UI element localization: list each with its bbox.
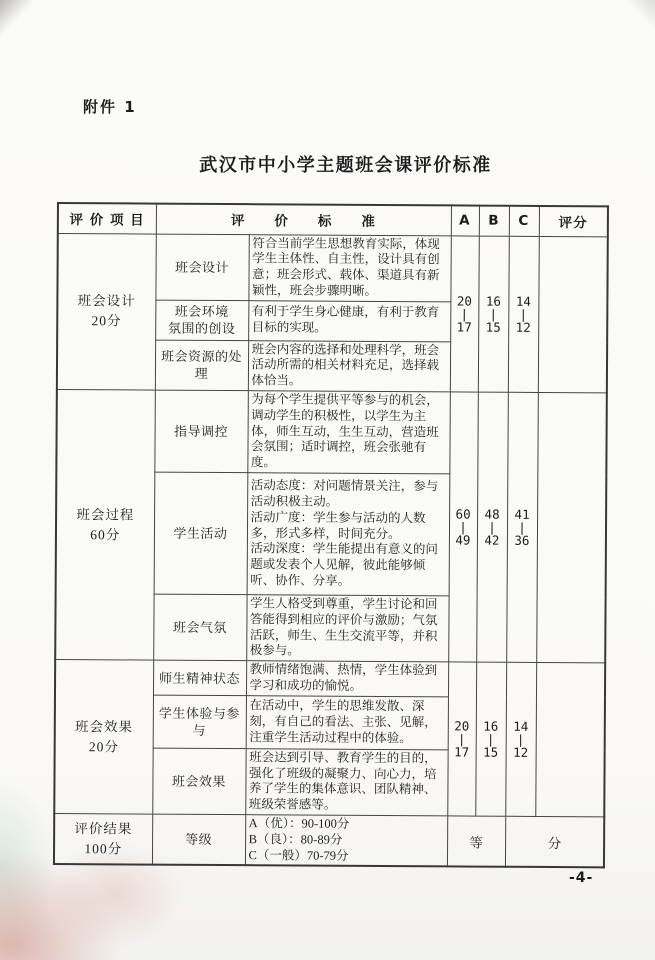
score-range-a: 20 | 17 <box>450 235 479 392</box>
criteria-cell: 符合当前学生思想教育实际，体现学生主体性、自主性，设计具有创意；班会形式、载体、渠道具有新颖性，班会步骤明晰。 <box>248 234 450 301</box>
score-blank-cell: 分 <box>505 816 604 867</box>
score-cell-empty <box>538 236 608 393</box>
header-criteria: 评 价 标 准 <box>156 204 451 236</box>
section-label-result: 评价结果 100分 <box>54 814 152 865</box>
item-cell: 班会设计 <box>155 234 248 301</box>
score-range-b: 48 | 42 <box>476 392 508 662</box>
section-label-design: 班会设计 20分 <box>57 233 156 390</box>
item-cell: 师生精神状态 <box>153 660 246 695</box>
score-range-c: 14 | 12 <box>508 236 539 393</box>
criteria-cell: 活动态度：对问题情景关注，参与活动积极主动。 活动广度：学生参与活动的人数多，形式多样，时间充分。 活动深度：学生能提出有意义的问题或发表个人见解，彼此能够倾听、协作、分享。 <box>247 473 450 596</box>
item-cell: 班会气氛 <box>153 594 246 661</box>
table-row <box>56 390 606 475</box>
score-range-c: 41 | 36 <box>506 392 538 662</box>
item-cell: 学生体验与参与 <box>153 695 246 749</box>
header-project: 评 价 项 目 <box>58 203 156 234</box>
item-cell: 指导调控 <box>154 390 247 473</box>
grade-blank-cell: 等 <box>447 816 505 867</box>
item-cell: 班会资源的处理 <box>155 340 248 391</box>
attachment-label: 附件 1 <box>83 98 137 116</box>
table-row <box>57 233 607 303</box>
score-range-c: 14 | 12 <box>505 663 536 817</box>
criteria-cell: 为每个学生提供平等参与的机会，调动学生的积极性，以学生为主体，师生互动，生生互动，营造班会氛围；适时调控，班会张驰有度。 <box>247 391 449 474</box>
page-number: -4- <box>569 870 594 886</box>
section-label-effect: 班会效果 20分 <box>54 660 153 814</box>
criteria-cell: 班会内容的选择和处理科学，班会活动所需的相关材料充足，选择载体恰当。 <box>248 340 450 392</box>
header-grade-c: C <box>509 206 539 236</box>
evaluation-table <box>53 202 609 869</box>
criteria-cell: 班会达到引导、教育学生的目的，强化了班级的凝聚力、向心力，培养了学生的集体意识、团队精神、班级荣誉感等。 <box>245 749 447 816</box>
result-row <box>54 814 604 868</box>
item-cell: 班会环境 氛围的创设 <box>155 300 248 341</box>
header-grade-a: A <box>451 205 479 235</box>
item-cell: 班会效果 <box>152 748 245 815</box>
score-range-a: 20 | 17 <box>447 662 476 816</box>
score-range-b: 16 | 15 <box>475 662 506 816</box>
grade-scale-cell: A（优）：90-100分 B（良）：80-89分 C（一般）70-79分 <box>245 815 447 867</box>
item-cell-grade: 等级 <box>152 814 245 865</box>
header-grade-b: B <box>479 206 509 236</box>
table-row <box>55 660 605 698</box>
page-title: 武汉市中小学主题班会课评价标准 <box>199 155 492 176</box>
score-cell-empty <box>536 393 607 664</box>
score-cell-empty <box>535 663 605 817</box>
criteria-cell: 教师情绪饱满、热情，学生体验到学习和成功的愉悦。 <box>246 661 448 697</box>
section-label-process: 班会过程 60分 <box>55 390 155 661</box>
criteria-cell: 在活动中，学生的思维发散、深刻，有自己的看法、主张、见解，注重学生活动过程中的体验。 <box>246 696 448 750</box>
item-cell: 学生活动 <box>154 472 248 595</box>
score-range-a: 60 | 49 <box>448 392 478 662</box>
criteria-cell: 有利于学生身心健康，有利于教育目标的实现。 <box>248 300 450 341</box>
header-score: 评分 <box>539 206 608 236</box>
score-range-b: 16 | 15 <box>478 236 509 393</box>
table-header-row <box>58 203 608 236</box>
criteria-cell: 学生人格受到尊重，学生讨论和回答能得到相应的评价与激励；气氛活跃，师生、生生交流平等，并积极参与。 <box>246 595 448 662</box>
